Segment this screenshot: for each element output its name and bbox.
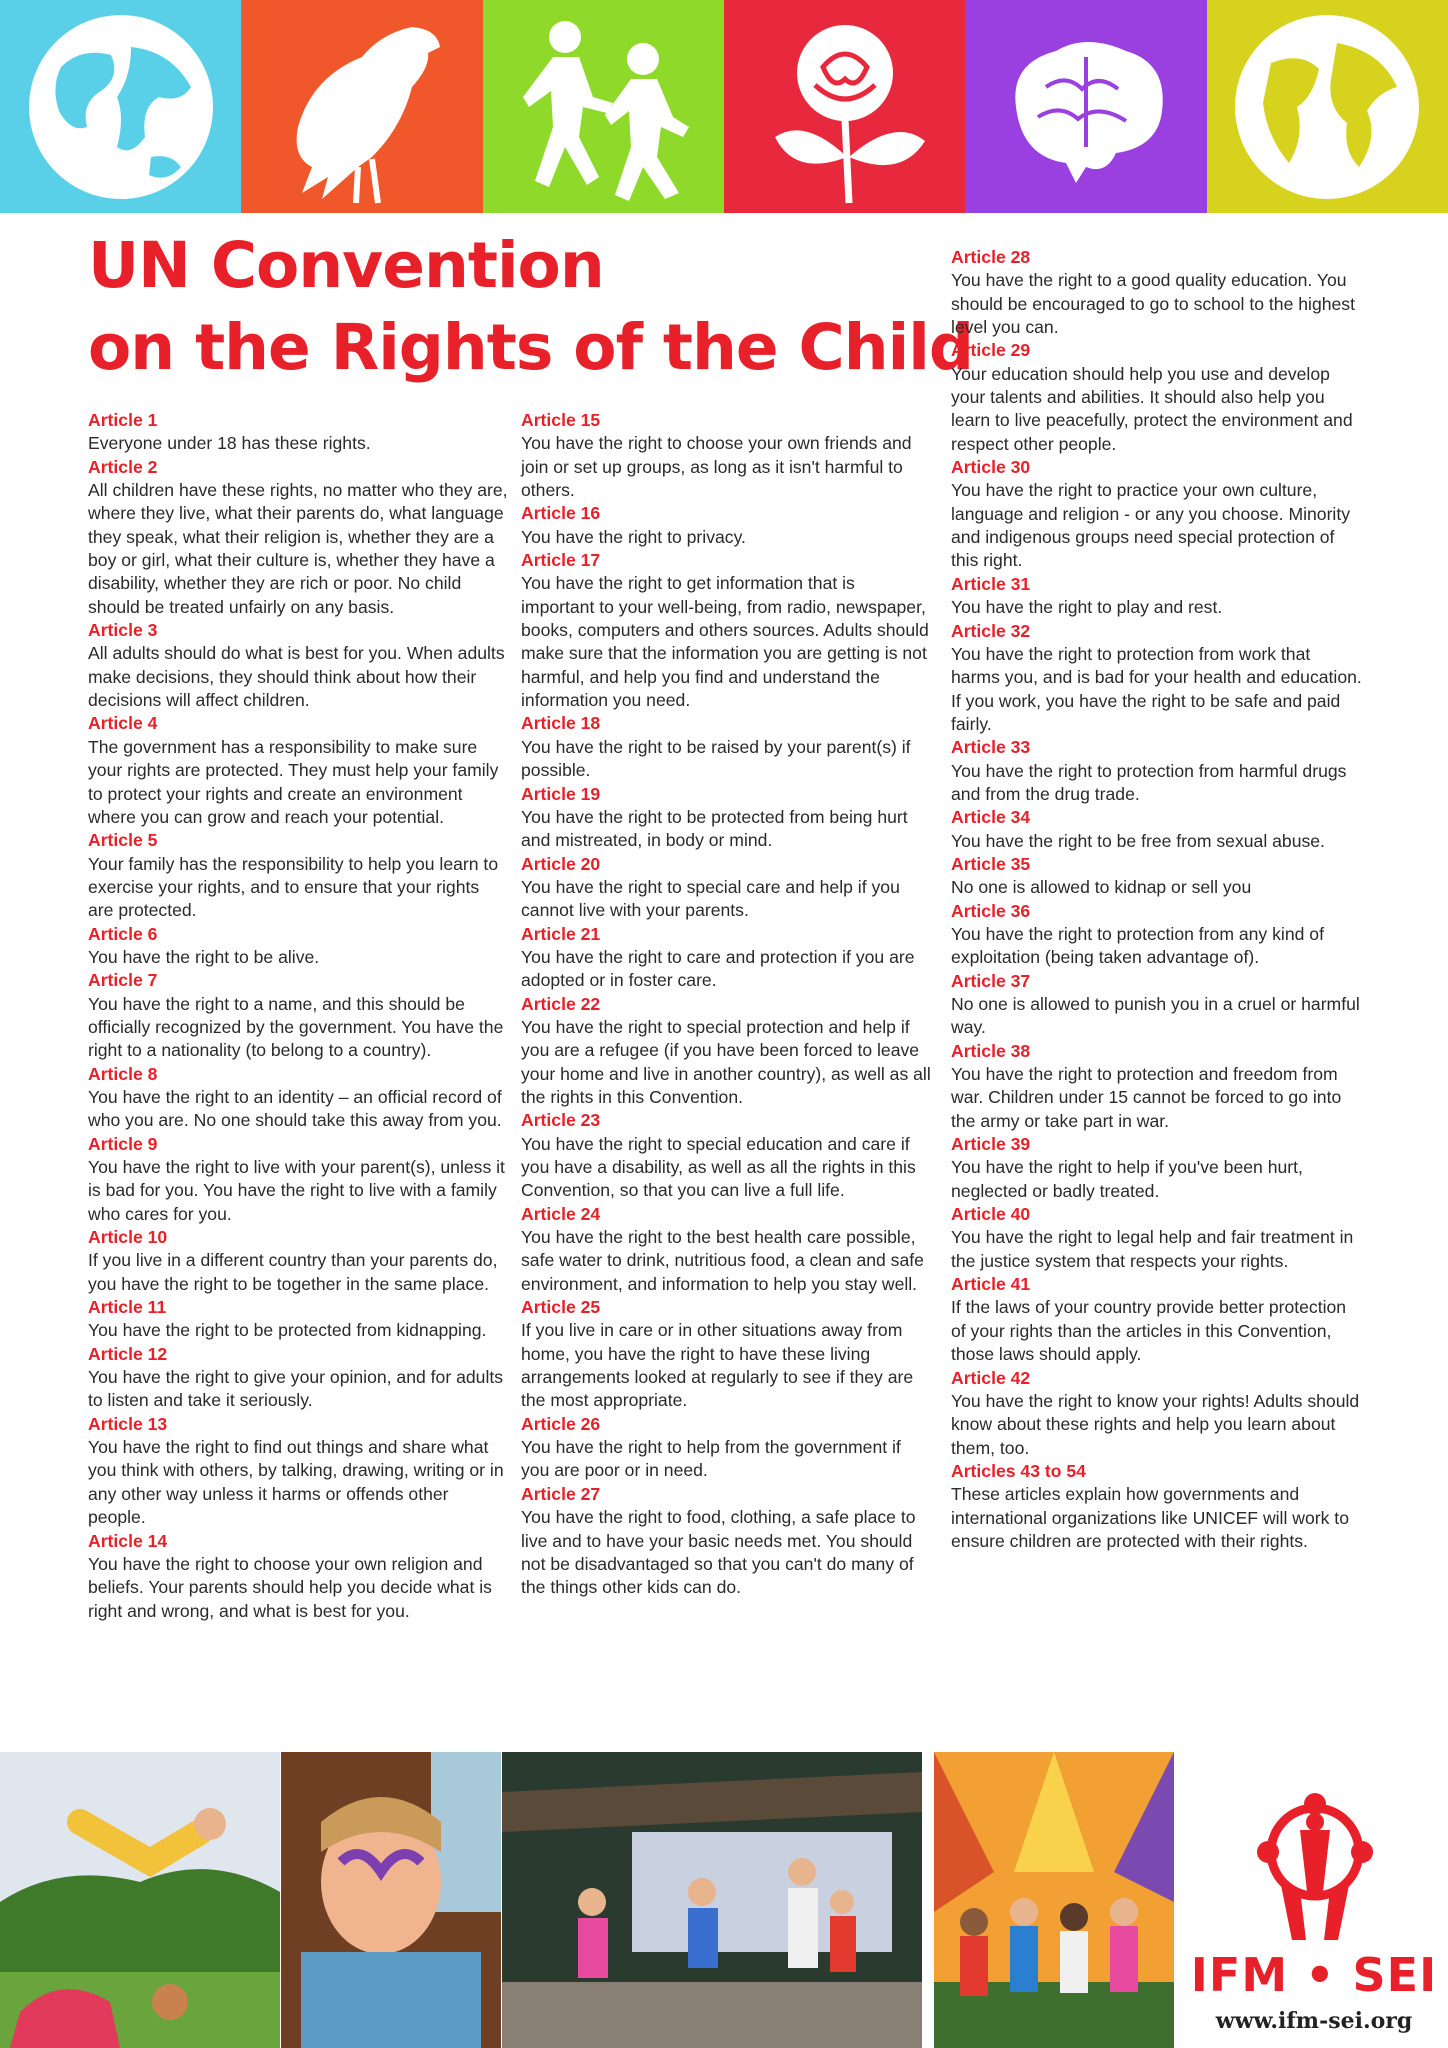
article-title: Article 38 — [951, 1040, 1031, 1061]
article-20 — [521, 853, 933, 923]
article-12 — [88, 1343, 508, 1413]
article-text: You have the right to choose your own religion and beliefs. Your parents should help you decide what is right and wrong, and what is best for you. — [88, 1553, 492, 1621]
article-text: You have the right to privacy. — [521, 526, 746, 547]
article-31 — [951, 573, 1363, 620]
article-title: Article 23 — [521, 1110, 601, 1131]
article-text: You have the right to care and protection if you are adopted or in foster care. — [521, 946, 915, 991]
logo-url: www.ifm-sei.org — [1215, 2008, 1413, 2034]
article-title: Article 20 — [521, 853, 601, 874]
article-4 — [88, 712, 508, 829]
article-title: Article 35 — [951, 853, 1031, 874]
ifm-sei-logo — [1180, 1760, 1448, 2048]
article-6 — [88, 923, 508, 970]
article-24 — [521, 1203, 933, 1296]
article-34 — [951, 806, 1363, 853]
ifm-sei-emblem-icon — [1250, 1790, 1380, 1940]
page-title — [88, 225, 973, 389]
articles-column-2 — [521, 409, 933, 1600]
article-text: You have the right to an identity – an official record of who you are. No one should take this away from you. — [88, 1086, 502, 1131]
article-text: You have the right to help if you've been hurt, neglected or badly treated. — [951, 1157, 1303, 1201]
article-title: Article 9 — [88, 1133, 158, 1154]
article-13 — [88, 1413, 508, 1530]
article-21 — [521, 923, 933, 993]
article-title: Article 28 — [951, 247, 1031, 267]
article-39 — [951, 1133, 1363, 1203]
article-32 — [951, 620, 1363, 737]
article-text: If you live in care or in other situations away from home, you have the right to have these living arrangements looked at regularly to see if they are the most appropriate. — [521, 1320, 914, 1411]
article-2 — [88, 456, 508, 619]
article-36 — [951, 900, 1363, 970]
articles-43-to-54 — [951, 1460, 1363, 1553]
article-text: You have the right to practice your own culture, language and religion - or any you choose. Minority and indigenous groups need special protection of this right. — [951, 480, 1351, 571]
article-10 — [88, 1226, 508, 1296]
article-9 — [88, 1133, 508, 1226]
title-line-2: on the Rights of the Child — [88, 311, 973, 384]
globe-icon — [1227, 7, 1427, 207]
article-title: Article 31 — [951, 573, 1031, 594]
banner-tile-bird — [241, 0, 482, 213]
article-title: Article 37 — [951, 970, 1031, 991]
article-title: Article 15 — [521, 410, 601, 430]
article-text: Everyone under 18 has these rights. — [88, 433, 371, 454]
article-title: Article 11 — [88, 1297, 167, 1318]
article-14 — [88, 1530, 508, 1623]
article-text: You have the right to special care and help if you cannot live with your parents. — [521, 876, 900, 921]
article-title: Article 40 — [951, 1204, 1031, 1225]
article-text: You have the right to be protected from being hurt and mistreated, in body or mind. — [521, 806, 908, 851]
article-title: Article 5 — [88, 830, 158, 851]
photo-stage-dancing — [502, 1752, 922, 2048]
banner-tile-brain — [965, 0, 1206, 213]
article-title: Article 21 — [521, 923, 601, 944]
article-text: These articles explain how governments and international organizations like UNICEF will work to ensure children are protected with their rights. — [951, 1484, 1349, 1551]
article-title: Article 3 — [88, 620, 158, 641]
article-title: Article 32 — [951, 620, 1031, 641]
article-title: Article 16 — [521, 503, 601, 524]
article-text: You have the right to be free from sexual abuse. — [951, 830, 1325, 851]
article-text: You have the right to choose your own friends and join or set up groups, as long as it isn't harmful to others. — [521, 433, 912, 501]
banner-tile-globe — [0, 0, 241, 213]
article-title: Article 4 — [88, 713, 158, 734]
article-title: Article 17 — [521, 550, 601, 571]
article-text: Your family has the responsibility to help you learn to exercise your rights, and to ensure that your rights are protected. — [88, 853, 499, 921]
article-title: Article 33 — [951, 737, 1031, 758]
article-title: Article 24 — [521, 1203, 601, 1224]
article-title: Article 6 — [88, 923, 158, 944]
article-42 — [951, 1367, 1363, 1460]
article-40 — [951, 1203, 1363, 1273]
article-text: You have the right to get information that is important to your well-being, from radio, newspaper, books, computers and others sources. Adults should make sure that the information you are getting is not harmful, and help you find and understand the information you need. — [521, 573, 929, 711]
article-37 — [951, 970, 1363, 1040]
article-text: If the laws of your country provide better protection of your rights than the articles in this Convention, those laws should apply. — [951, 1297, 1347, 1365]
article-title: Article 42 — [951, 1367, 1031, 1388]
article-29 — [951, 339, 1363, 456]
article-text: Your education should help you use and develop your talents and abilities. It should also help you learn to live peacefully, protect the environment and respect other people. — [951, 363, 1353, 454]
icon-banner — [0, 0, 1448, 213]
article-3 — [88, 619, 508, 712]
article-text: You have the right to protection from any kind of exploitation (being taken advantage of). — [951, 923, 1324, 968]
article-18 — [521, 712, 933, 782]
article-text: You have the right to know your rights! Adults should know about these rights and help you learn about them, too. — [951, 1390, 1360, 1458]
article-text: You have the right to play and rest. — [951, 597, 1223, 618]
article-text: You have the right to protection from harmful drugs and from the drug trade. — [951, 760, 1347, 804]
article-text: You have the right to live with your parent(s), unless it is bad for you. You have the right to live with a family who cares for you. — [88, 1157, 505, 1224]
article-28 — [951, 246, 1363, 339]
article-text: If you live in a different country than your parents do, you have the right to be together in the same place. — [88, 1250, 498, 1294]
article-26 — [521, 1413, 933, 1483]
article-text: You have the right to protection and freedom from war. Children under 15 cannot be forced to go into the army or take part in war. — [951, 1064, 1342, 1131]
article-title: Articles 43 to 54 — [951, 1460, 1086, 1481]
banner-tile-children — [483, 0, 724, 213]
article-text: You have the right to a name, and this should be officially recognized by the government. You have the right to a nationality (to belong to a country). — [88, 993, 504, 1061]
articles-column-3 — [951, 246, 1363, 1553]
article-title: Article 30 — [951, 457, 1031, 478]
article-19 — [521, 783, 933, 853]
article-22 — [521, 993, 933, 1110]
article-title: Article 7 — [88, 970, 158, 991]
article-text: No one is allowed to punish you in a cruel or harmful way. — [951, 994, 1360, 1038]
article-25 — [521, 1296, 933, 1413]
article-8 — [88, 1063, 508, 1133]
article-38 — [951, 1040, 1363, 1133]
article-30 — [951, 456, 1363, 573]
article-text: All children have these rights, no matter who they are, where they live, what their parents do, what language they speak, what their religion is, whether they are a boy or girl, what their culture is, whether they have a disability, whether they are rich or poor. No child should be treated unfairly on any basis. — [88, 480, 508, 617]
article-text: All adults should do what is best for you. When adults make decisions, they should think about how their decisions will affect children. — [88, 643, 505, 711]
photo-group-of-children — [934, 1752, 1174, 2048]
article-text: You have the right to special education and care if you have a disability, as well as all the rights in this Convention, so that you can live a full life. — [521, 1133, 916, 1201]
article-41 — [951, 1273, 1363, 1366]
article-title: Article 10 — [88, 1227, 168, 1248]
article-title: Article 25 — [521, 1297, 601, 1318]
article-text: You have the right to food, clothing, a safe place to live and to have your basic needs met. You should not be disadvantaged so that you can't do many of the things other kids can do. — [521, 1507, 916, 1598]
article-title: Article 22 — [521, 993, 601, 1014]
title-line-1: UN Convention — [88, 229, 604, 302]
article-title: Article 29 — [951, 340, 1031, 361]
banner-tile-globe-2 — [1207, 0, 1448, 213]
photo-face-painted-girl — [281, 1752, 501, 2048]
article-text: You have the right to protection from work that harms you, and is bad for your health and education. If you work, you have the right to be safe and paid fairly. — [951, 643, 1362, 734]
article-33 — [951, 736, 1363, 806]
logo-name: IFM • SEI — [1190, 1948, 1438, 2002]
article-title: Article 27 — [521, 1483, 601, 1504]
article-text: You have the right to the best health care possible, safe water to drink, nutritious food, a clean and safe environment, and information to help you stay well. — [521, 1227, 924, 1294]
article-1 — [88, 409, 508, 456]
article-15 — [521, 409, 933, 502]
rose-icon — [745, 7, 945, 207]
article-title: Article 34 — [951, 807, 1031, 828]
article-title: Article 14 — [88, 1530, 168, 1551]
article-text: You have the right to help from the government if you are poor or in need. — [521, 1437, 901, 1481]
article-text: The government has a responsibility to make sure your rights are protected. They must help your family to protect your rights and create an environment where you can grow and reach your potential. — [88, 736, 499, 827]
photo-child-jumping — [0, 1752, 280, 2048]
article-text: You have the right to be protected from kidnapping. — [88, 1320, 487, 1341]
article-17 — [521, 549, 933, 712]
brain-icon — [986, 7, 1186, 207]
bird-icon — [262, 7, 462, 207]
article-7 — [88, 969, 508, 1062]
article-5 — [88, 829, 508, 922]
article-title: Article 39 — [951, 1134, 1031, 1155]
article-title: Article 18 — [521, 713, 601, 734]
article-title: Article 19 — [521, 783, 601, 804]
article-27 — [521, 1483, 933, 1600]
article-text: You have the right to be raised by your parent(s) if possible. — [521, 736, 911, 781]
article-title: Article 12 — [88, 1343, 168, 1364]
banner-tile-rose — [724, 0, 965, 213]
article-text: You have the right to be alive. — [88, 946, 320, 967]
article-text: You have the right to legal help and fair treatment in the justice system that respects your rights. — [951, 1227, 1354, 1271]
article-title: Article 8 — [88, 1063, 158, 1084]
article-title: Article 1 — [88, 410, 158, 430]
articles-column-1 — [88, 409, 508, 1623]
article-title: Article 13 — [88, 1413, 168, 1434]
article-title: Article 36 — [951, 900, 1031, 921]
article-text: You have the right to a good quality education. You should be encouraged to go to school to the highest level you can. — [951, 270, 1355, 338]
article-title: Article 41 — [951, 1274, 1031, 1295]
globe-icon — [21, 7, 221, 207]
article-16 — [521, 502, 933, 549]
running-children-icon — [503, 7, 703, 207]
article-title: Article 26 — [521, 1413, 601, 1434]
article-text: No one is allowed to kidnap or sell you — [951, 877, 1252, 898]
article-23 — [521, 1109, 933, 1202]
article-text: You have the right to find out things and share what you think with others, by talking, drawing, writing or in any other way unless it harms or offends other people. — [88, 1437, 504, 1528]
article-35 — [951, 853, 1363, 900]
article-title: Article 2 — [88, 456, 158, 477]
article-text: You have the right to give your opinion, and for adults to listen and take it seriously. — [88, 1367, 504, 1411]
article-11 — [88, 1296, 508, 1343]
article-text: You have the right to special protection and help if you are a refugee (if you have been forced to leave your home and live in another country), as well as all the rights in this Convention. — [521, 1016, 931, 1107]
